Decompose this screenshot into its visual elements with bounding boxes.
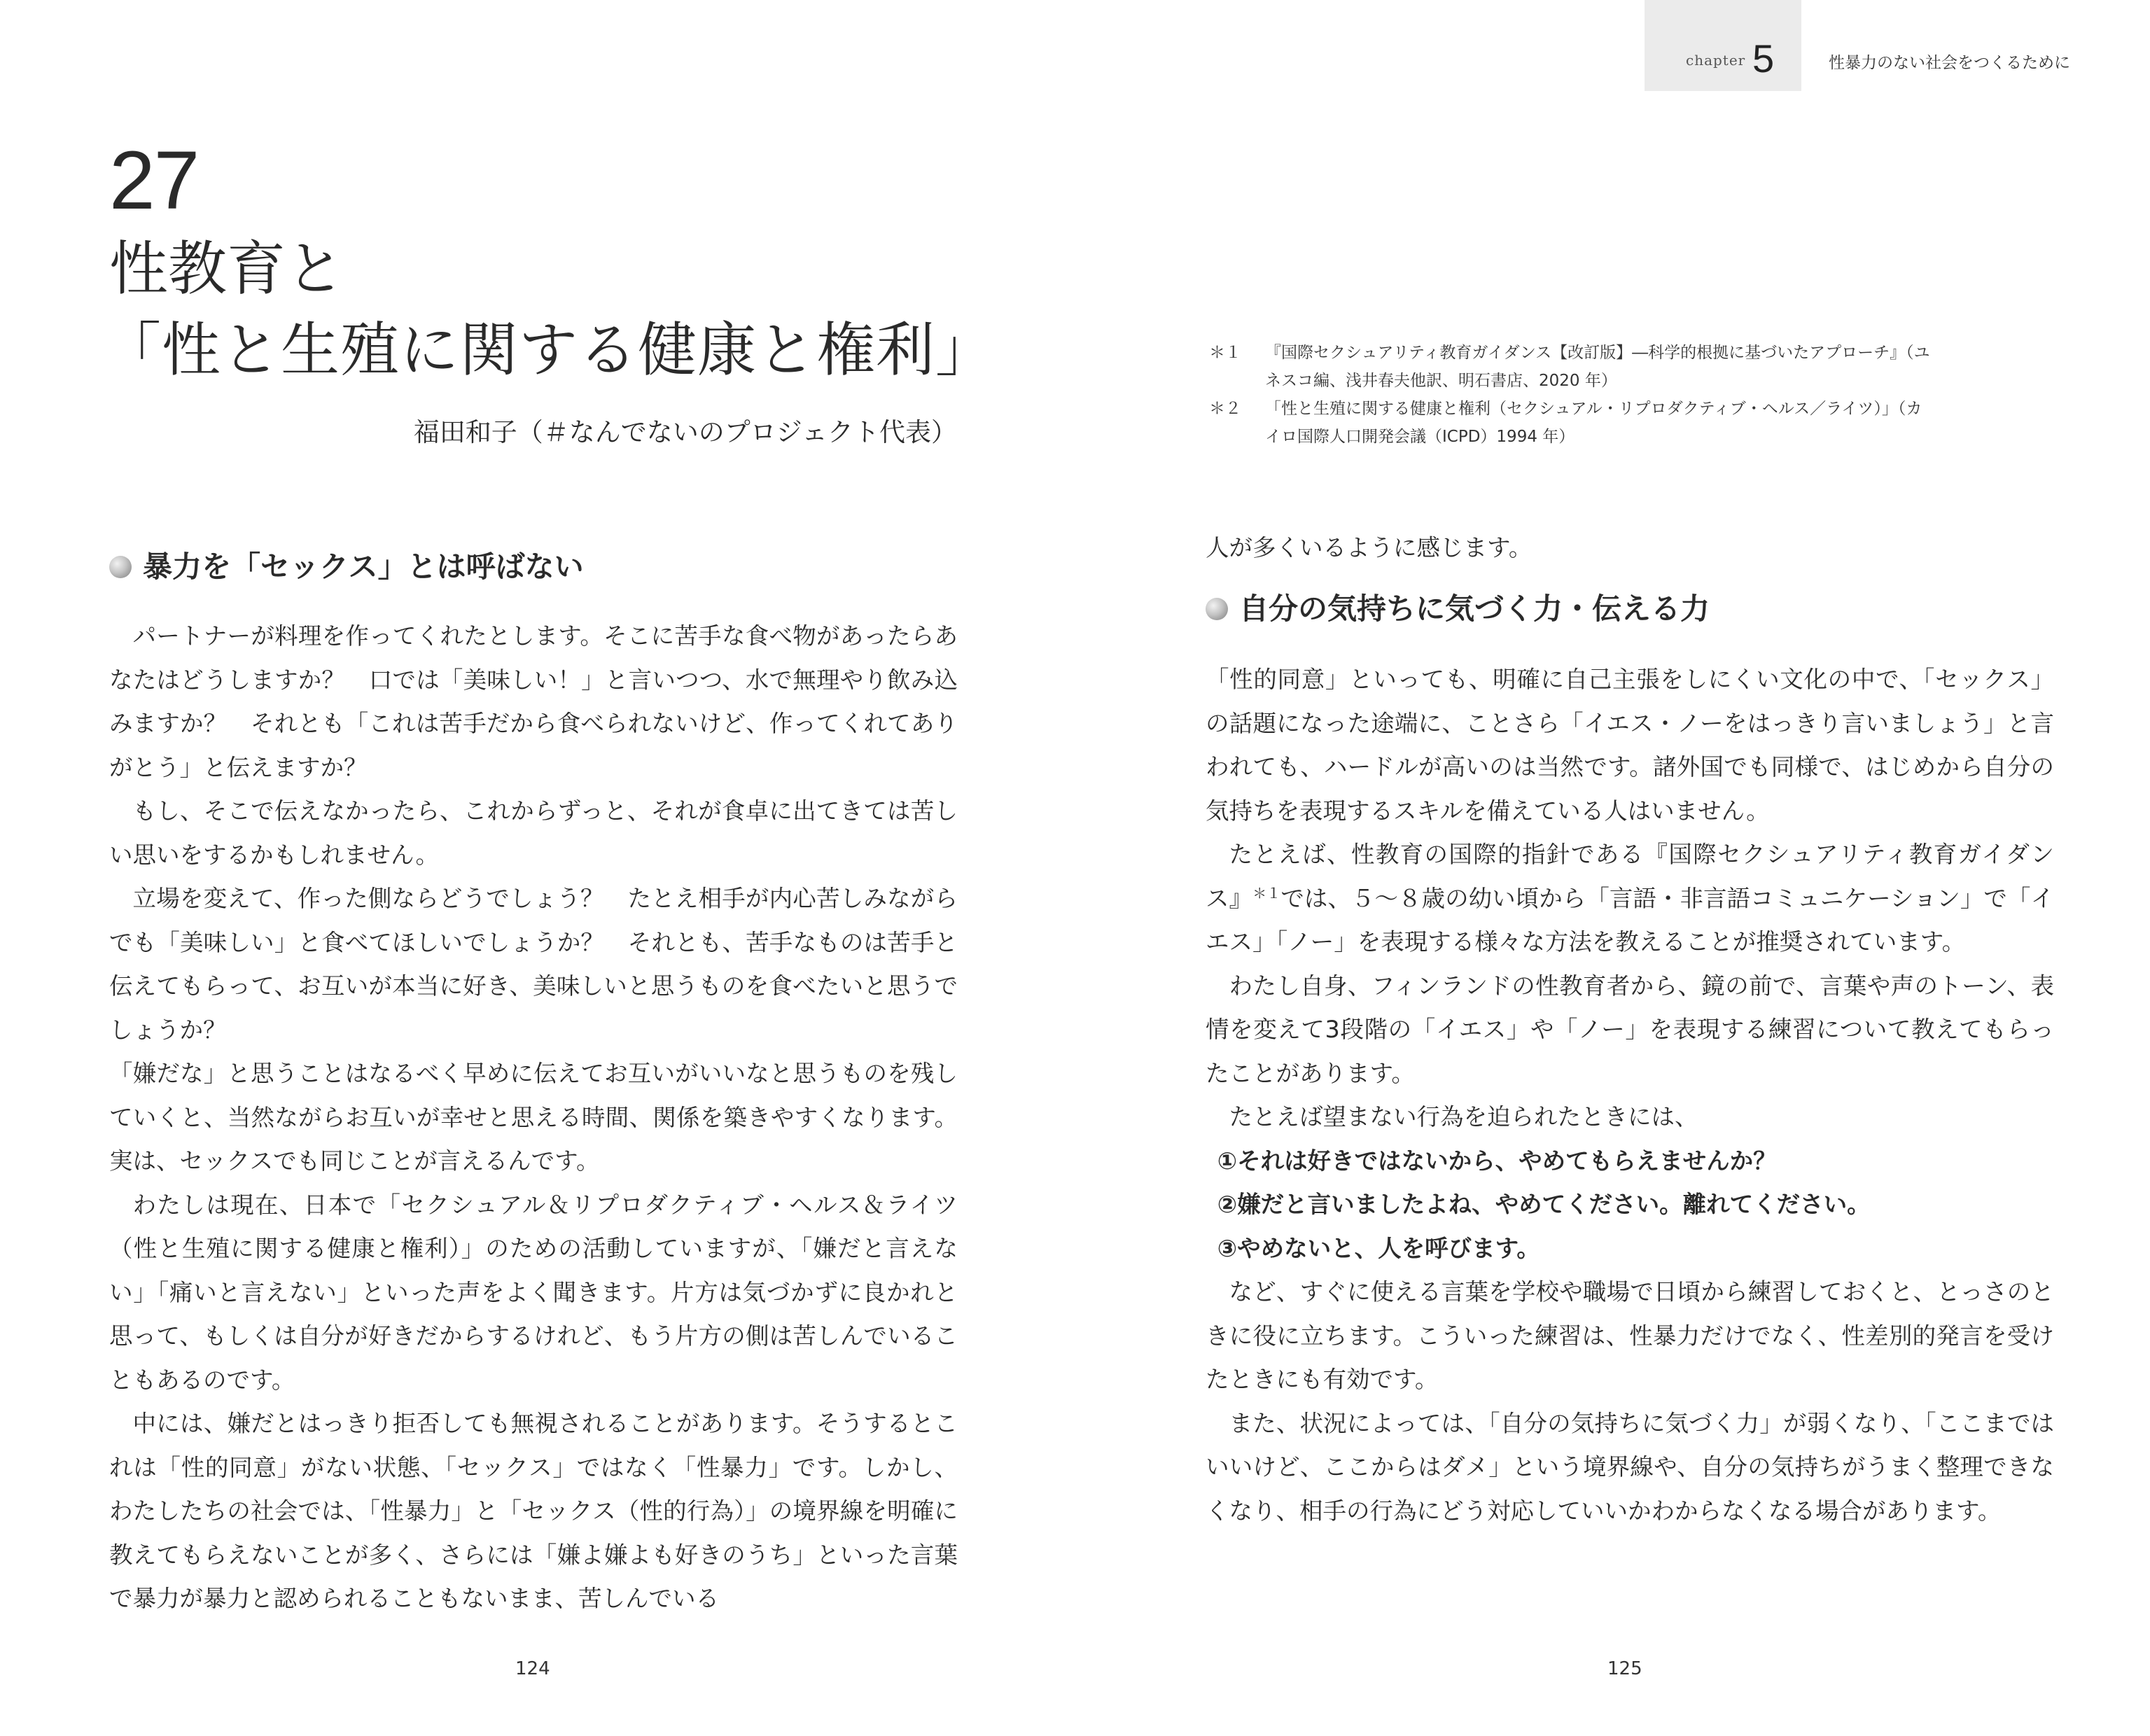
example-line: ①それは好きではないから、やめてもらえませんか？ xyxy=(1217,1147,1777,1175)
paragraph: 「嫌だな」と思うことはなるべく早めに伝えてお互いがいいなと思うものを残していくと、当然ながらお互いが幸せと思える時間、関係を築きやすくなります。実は、セックスでも同じことが言えるんです。 xyxy=(109,1060,958,1175)
paragraph-text: では、５～８歳の幼い頃から「言語・非言語コミュニケーション」で「イエス」「ノー」を表現する様々な方法を教えることが推奨されています。 xyxy=(1206,884,2054,955)
footnote-text: 『国際セクシュアリティ教育ガイダンス【改訂版】―科学的根拠に基づいたアプローチ』（ユネスコ編、浅井春夫他訳、明石書店、2020 年） xyxy=(1265,344,1930,390)
author: 福田和子（＃なんでないのプロジェクト代表） xyxy=(413,417,957,447)
paragraph: など、すぐに使える言葉を学校や職場で日頃から練習しておくと、とっさのときに役に立ちます。こういった練習は、性暴力だけでなく、性差別的発言を受けたときにも有効です。 xyxy=(1206,1278,2054,1393)
footnote-mark: ＊２ xyxy=(1209,400,1241,418)
paragraph-text: たとえば、性教育の国際的指針である『国際セクシュアリティ教育ガイダンス』 xyxy=(1206,841,2054,912)
paragraph: 立場を変えて、作った側ならどうでしょう？ たとえ相手が内心苦しみながらでも「美味しい」と食べてほしいでしょうか？ それとも、苦手なものは苦手と伝えてもらって、お互いが本当に好き、美味しいと思うものを食べたいと思うでしょうか？ xyxy=(109,885,958,1044)
footnote xyxy=(1209,395,1937,451)
bullet-dot-icon xyxy=(109,556,132,578)
right-body-text xyxy=(1206,658,2054,1533)
bullet-dot-icon xyxy=(1206,598,1228,620)
continuation-text xyxy=(1206,526,2046,570)
paragraph: 「性的同意」といっても、明確に自己主張をしにくい文化の中で、「セックス」の話題になった途端に、ことさら「イエス・ノーをはっきり言いましょう」と言われても、ハードルが高いのは当然です。諸外国でも同様で、はじめから自分の気持ちを表現するスキルを備えている人はいません。 xyxy=(1206,666,2054,825)
right-page xyxy=(1075,0,2150,1736)
paragraph: たとえば望まない行為を迫られたときには、 xyxy=(1229,1103,1698,1130)
chapter-number: 5 xyxy=(1752,36,1775,80)
left-body-text xyxy=(109,615,958,1621)
paragraph: わたし自身、フィンランドの性教育者から、鏡の前で、言葉や声のトーン、表情を変えて3段階の「イエス」や「ノー」を表現する練習について教えてもらったことがあります。 xyxy=(1206,972,2054,1087)
paragraph: わたしは現在、日本で「セクシュアル＆リプロダクティブ・ヘルス＆ライツ（性と生殖に関する健康と権利）」のための活動していますが、「嫌だと言えない」「痛いと言えない」といった声をよく聞きます。片方は気づかずに良かれと思って、もしくは自分が好きだからするけれど、もう片方の側は苦しんでいることもあるのです。 xyxy=(109,1191,958,1394)
page-number: 124 xyxy=(515,1658,550,1679)
footnote-text: 「性と生殖に関する健康と権利（セクシュアル・リプロダクティブ・ヘルス／ライツ）」（カイロ国際人口開発会議（ICPD）1994 年） xyxy=(1265,400,1922,446)
title-line-2: 「性と生殖に関する健康と権利」 xyxy=(102,316,996,384)
page-number: 125 xyxy=(1607,1658,1642,1679)
paragraph: 中には、嫌だとはっきり拒否しても無視されることがあります。そうするとこれは「性的同意」がない状態、「セックス」ではなく「性暴力」です。しかし、わたしたちの社会では、「性暴力」と「セックス（性的行為）」の境界線を明確に教えてもらえないことが多く、さらには「嫌よ嫌よも好きのうち」といった言葉で暴力が暴力と認められることもないまま、苦しんでいる xyxy=(109,1410,958,1612)
paragraph xyxy=(1206,833,2054,965)
section-heading xyxy=(1206,589,1710,629)
chapter-label: chapter xyxy=(1686,52,1746,69)
footnote-ref: ＊１ xyxy=(1252,884,1281,902)
footnotes xyxy=(1209,339,1937,451)
section-heading-text: 暴力を「セックス」とは呼ばない xyxy=(143,550,584,584)
paragraph: また、状況によっては、「自分の気持ちに気づく力」が弱くなり、「ここまではいいけど、ここからはダメ」という境界線や、自分の気持ちがうまく整理できなくなり、相手の行為にどう対応していいかわからなくなる場合があります。 xyxy=(1206,1409,2054,1525)
article-number: 27 xyxy=(109,134,199,227)
paragraph: 人が多くいるように感じます。 xyxy=(1206,534,1533,561)
title-line-1: 性教育と xyxy=(109,234,345,303)
chapter-title: 性暴力のない社会をつくるために xyxy=(1829,54,2070,72)
section-heading xyxy=(109,547,584,587)
footnote-mark: ＊１ xyxy=(1209,344,1241,362)
section-heading-text: 自分の気持ちに気づく力・伝える力 xyxy=(1239,592,1710,626)
paragraph: パートナーが料理を作ってくれたとします。そこに苦手な食べ物があったらあなたはどうしますか？ 口では「美味しい！」と言いつつ、水で無理やり飲み込みますか？ それとも「これは苦手だから食べられないけど、作ってくれてありがとう」と伝えますか？ xyxy=(109,622,958,781)
example-line: ②嫌だと言いましたよね、やめてください。離れてください。 xyxy=(1217,1191,1871,1218)
paragraph: もし、そこで伝えなかったら、これからずっと、それが食卓に出てきては苦しい思いをするかもしれません。 xyxy=(109,797,958,869)
example-line: ③やめないと、人を呼びます。 xyxy=(1217,1234,1540,1262)
footnote xyxy=(1209,339,1937,395)
